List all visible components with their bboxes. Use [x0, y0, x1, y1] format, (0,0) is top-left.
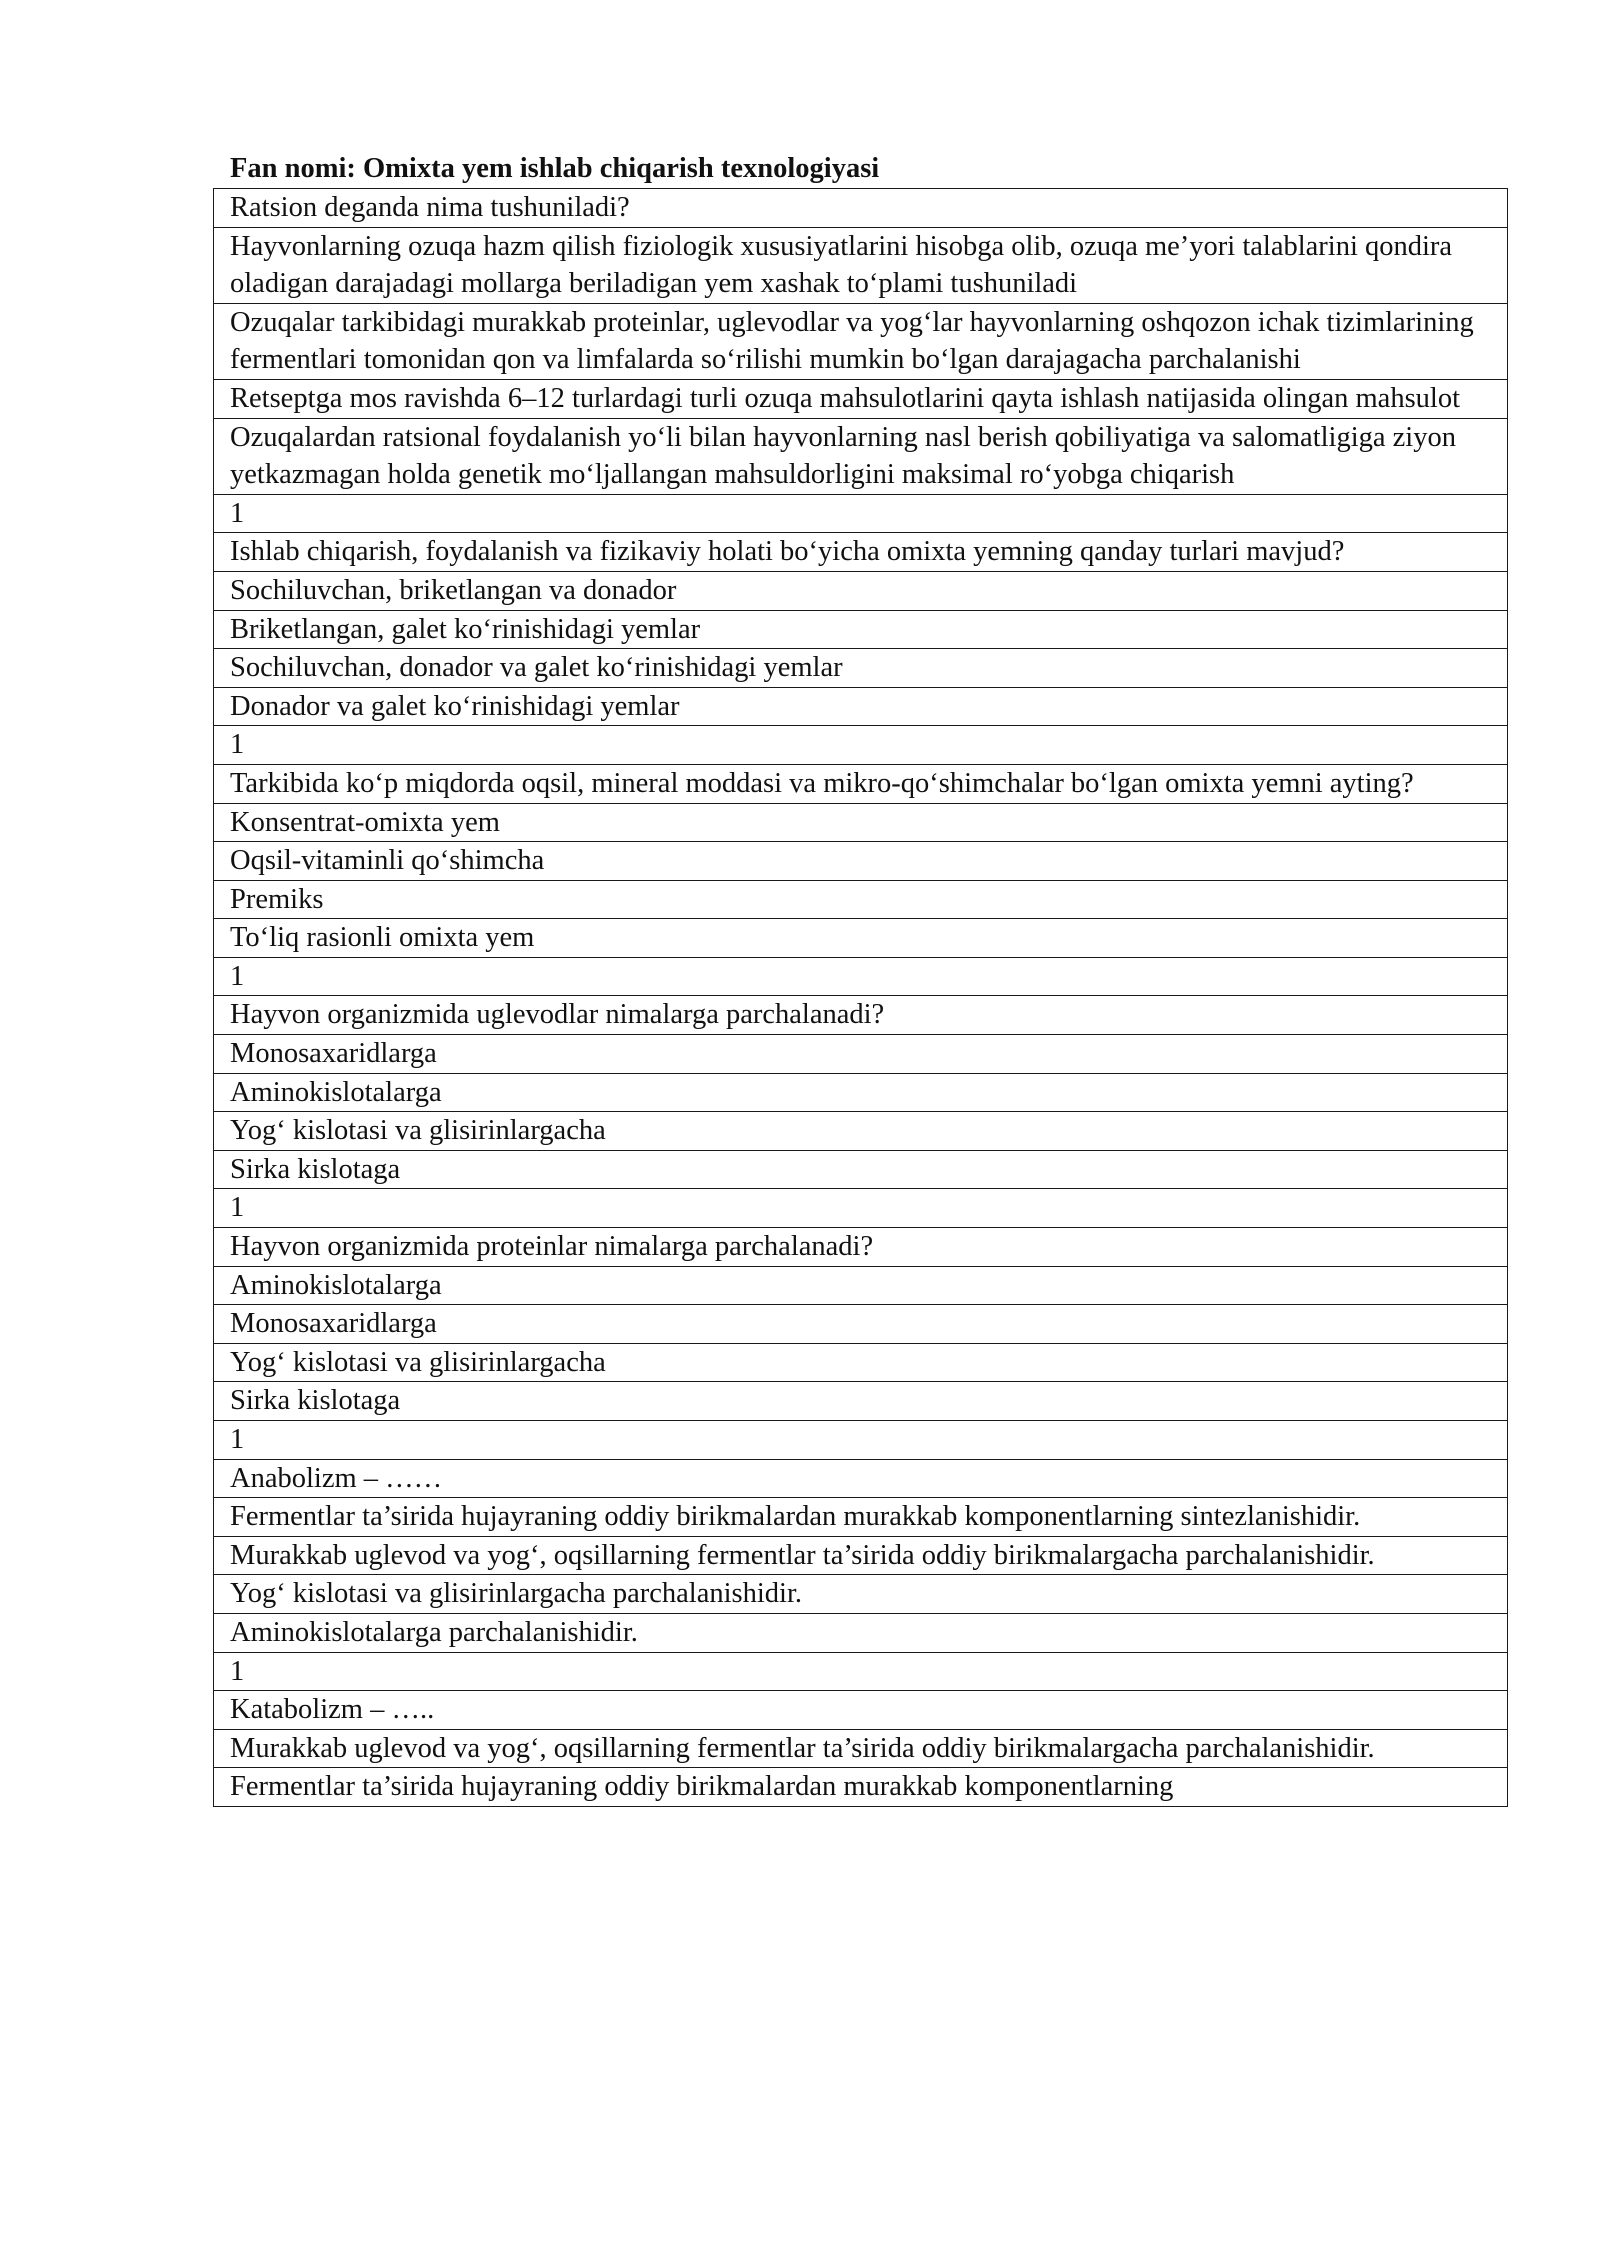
table-row: [214, 764, 1508, 803]
table-row: [214, 996, 1508, 1035]
table-row: [214, 649, 1508, 688]
table-row: [214, 1575, 1508, 1614]
table-row: [214, 1073, 1508, 1112]
table-row: [214, 687, 1508, 726]
table-cell: Briketlangan, galet ko‘rinishidagi yemlar: [214, 610, 1508, 649]
table-row: [214, 1421, 1508, 1460]
table-cell: Tarkibida ko‘p miqdorda oqsil, mineral moddasi va mikro-qo‘shimchalar bo‘lgan omixta yemni ayting?: [214, 764, 1508, 803]
table-row: [214, 1382, 1508, 1421]
table-cell: 1: [214, 1652, 1508, 1691]
table-row: [214, 379, 1508, 418]
table-row: [214, 1266, 1508, 1305]
table-row: [214, 610, 1508, 649]
question-table: [213, 188, 1508, 1807]
table-row: [214, 494, 1508, 533]
table-cell: Sochiluvchan, briketlangan va donador: [214, 571, 1508, 610]
table-row: [214, 1652, 1508, 1691]
table-row: [214, 418, 1508, 494]
table-cell: Retseptga mos ravishda 6–12 turlardagi turli ozuqa mahsulotlarini qayta ishlash natijasida olingan mahsulot: [214, 379, 1508, 418]
table-cell: Hayvonlarning ozuqa hazm qilish fiziologik xususiyatlarini hisobga olib, ozuqa me’yori talablarini qondira oladigan darajadagi mollarga beriladigan yem xashak to‘plami tushuniladi: [214, 227, 1508, 303]
table-cell: Monosaxaridlarga: [214, 1035, 1508, 1074]
table-row: [214, 1729, 1508, 1768]
table-row: [214, 1189, 1508, 1228]
table-cell: Ishlab chiqarish, foydalanish va fizikaviy holati bo‘yicha omixta yemning qanday turlari mavjud?: [214, 533, 1508, 572]
table-cell: Yog‘ kislotasi va glisirinlargacha: [214, 1112, 1508, 1151]
table-cell: 1: [214, 957, 1508, 996]
table-row: [214, 880, 1508, 919]
table-row: [214, 842, 1508, 881]
table-cell: Premiks: [214, 880, 1508, 919]
table-cell: Katabolizm – …..: [214, 1691, 1508, 1730]
table-cell: Konsentrat-omixta yem: [214, 803, 1508, 842]
table-row: [214, 1768, 1508, 1807]
question-table-body: [214, 189, 1508, 1807]
table-row: [214, 227, 1508, 303]
table-cell: Aminokislotalarga: [214, 1073, 1508, 1112]
table-cell: Hayvon organizmida uglevodlar nimalarga parchalanadi?: [214, 996, 1508, 1035]
table-row: [214, 919, 1508, 958]
table-row: [214, 1536, 1508, 1575]
table-cell: To‘liq rasionli omixta yem: [214, 919, 1508, 958]
table-cell: Aminokislotalarga: [214, 1266, 1508, 1305]
table-row: [214, 1613, 1508, 1652]
table-cell: 1: [214, 1421, 1508, 1460]
table-cell: Anabolizm – ……: [214, 1459, 1508, 1498]
table-row: [214, 533, 1508, 572]
table-row: [214, 1112, 1508, 1151]
table-row: [214, 1691, 1508, 1730]
table-row: [214, 1305, 1508, 1344]
table-row: [214, 1498, 1508, 1537]
table-cell: Aminokislotalarga parchalanishidir.: [214, 1613, 1508, 1652]
table-cell: Murakkab uglevod va yog‘, oqsillarning fermentlar ta’sirida oddiy birikmalargacha parchalanishidir.: [214, 1536, 1508, 1575]
table-cell: Donador va galet ko‘rinishidagi yemlar: [214, 687, 1508, 726]
table-cell: Yog‘ kislotasi va glisirinlargacha parchalanishidir.: [214, 1575, 1508, 1614]
table-cell: Fermentlar ta’sirida hujayraning oddiy birikmalardan murakkab komponentlarning: [214, 1768, 1508, 1807]
table-cell: Sirka kislotaga: [214, 1150, 1508, 1189]
table-row: [214, 726, 1508, 765]
table-row: [214, 303, 1508, 379]
table-cell: Oqsil-vitaminli qo‘shimcha: [214, 842, 1508, 881]
table-cell: Ozuqalar tarkibidagi murakkab proteinlar, uglevodlar va yog‘lar hayvonlarning oshqozon ichak tizimlarining fermentlari tomonidan qon va limfalarda so‘rilishi mumkin bo‘lgan darajagacha parchalanishi: [214, 303, 1508, 379]
table-cell: 1: [214, 494, 1508, 533]
document-title: Fan nomi: Omixta yem ishlab chiqarish texnologiyasi: [230, 153, 880, 184]
table-row: [214, 957, 1508, 996]
table-row: [214, 1035, 1508, 1074]
table-cell: Ozuqalardan ratsional foydalanish yo‘li bilan hayvonlarning nasl berish qobiliyatiga va salomatligiga ziyon yetkazmagan holda genetik mo‘ljallangan mahsuldorligini maksimal ro‘yobga chiqarish: [214, 418, 1508, 494]
table-cell: Yog‘ kislotasi va glisirinlargacha: [214, 1343, 1508, 1382]
table-cell: Sirka kislotaga: [214, 1382, 1508, 1421]
table-cell: Murakkab uglevod va yog‘, oqsillarning fermentlar ta’sirida oddiy birikmalargacha parchalanishidir.: [214, 1729, 1508, 1768]
table-cell: 1: [214, 726, 1508, 765]
table-row: [214, 1150, 1508, 1189]
table-cell: Fermentlar ta’sirida hujayraning oddiy birikmalardan murakkab komponentlarning sintezlanishidir.: [214, 1498, 1508, 1537]
table-row: [214, 1459, 1508, 1498]
table-row: [214, 571, 1508, 610]
table-row: [214, 1228, 1508, 1267]
table-row: [214, 1343, 1508, 1382]
table-row: [214, 189, 1508, 228]
table-cell: Ratsion deganda nima tushuniladi?: [214, 189, 1508, 228]
table-cell: 1: [214, 1189, 1508, 1228]
table-row: [214, 803, 1508, 842]
document-page: [213, 150, 1508, 1807]
table-cell: Monosaxaridlarga: [214, 1305, 1508, 1344]
table-cell: Hayvon organizmida proteinlar nimalarga parchalanadi?: [214, 1228, 1508, 1267]
table-cell: Sochiluvchan, donador va galet ko‘rinishidagi yemlar: [214, 649, 1508, 688]
